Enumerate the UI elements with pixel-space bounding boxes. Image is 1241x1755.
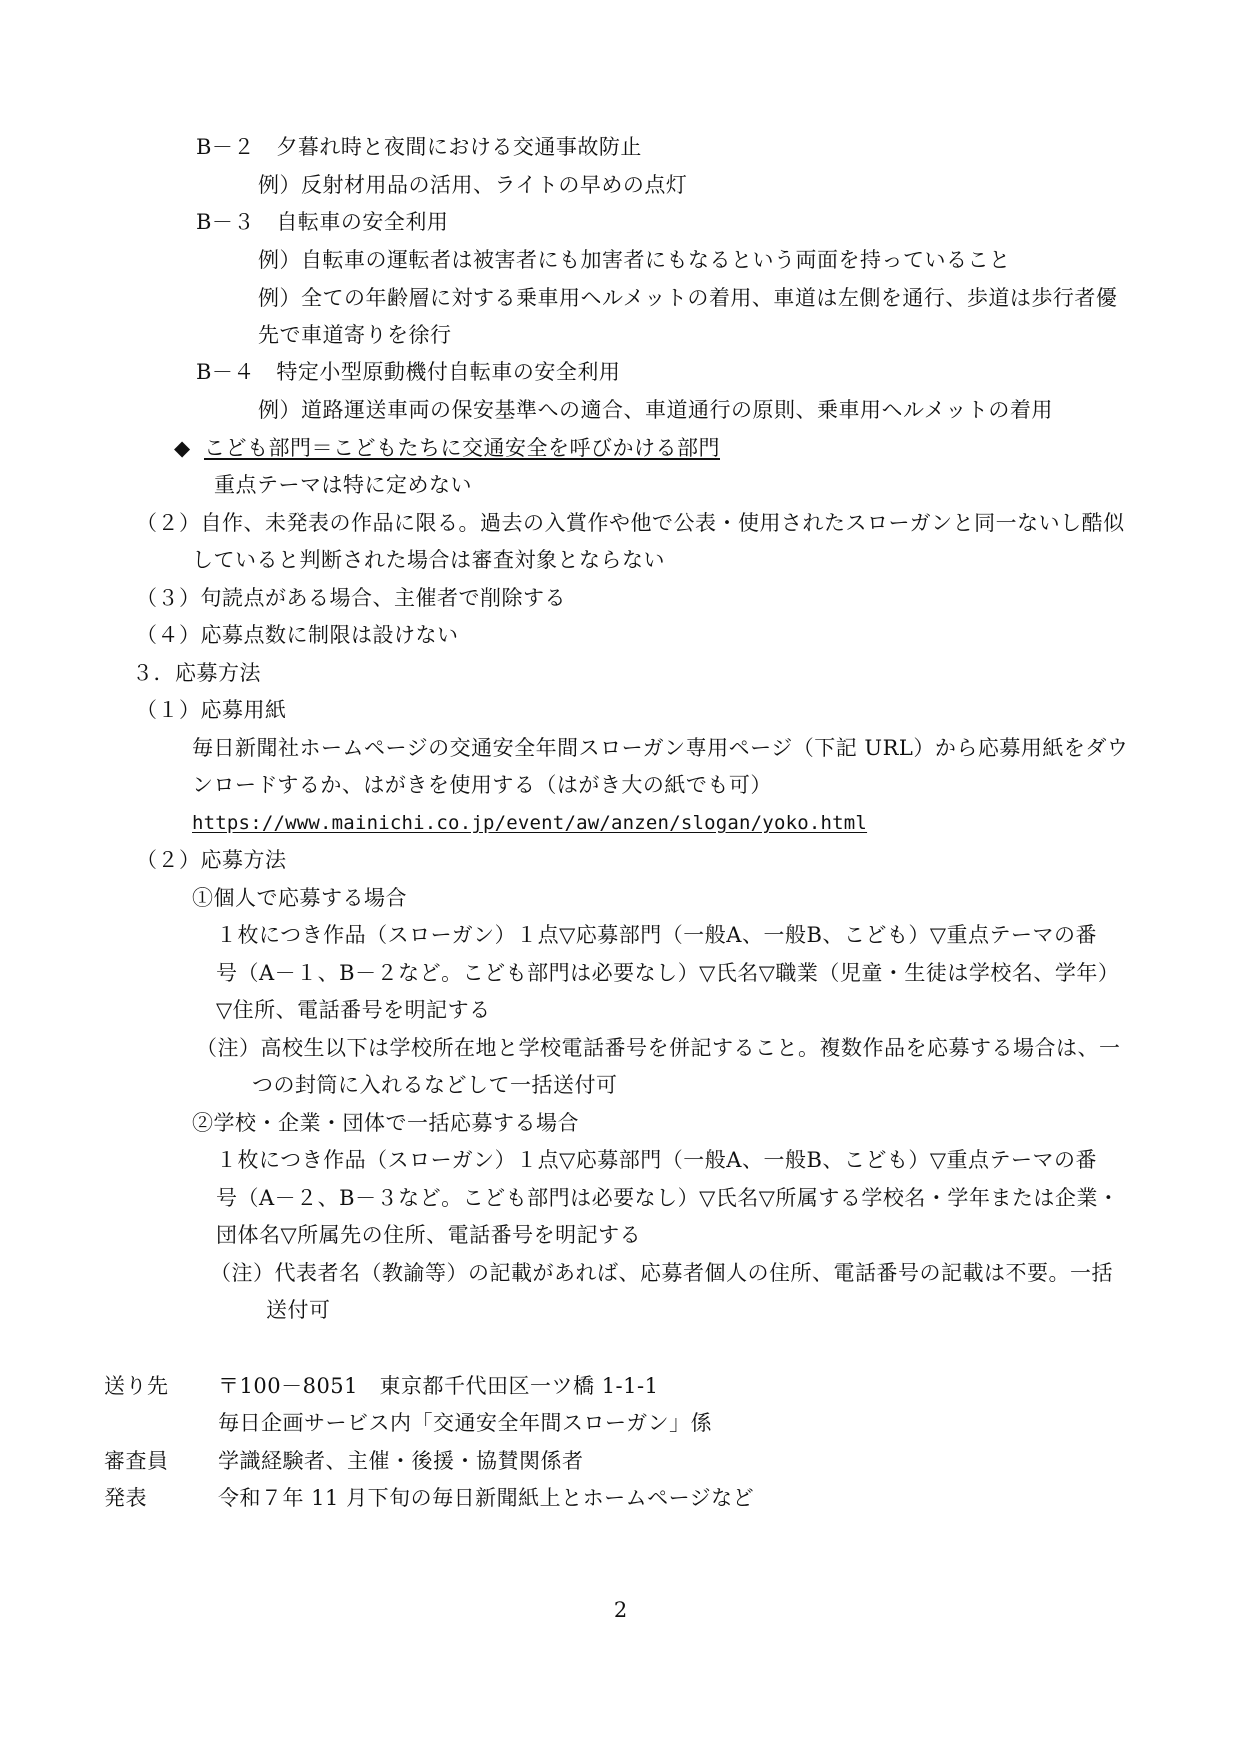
- case-2-note-line2: 送付可: [266, 1298, 331, 1322]
- case-1-text-line2: 号（A－１、B－２など。こども部門は必要なし）▽氏名▽職業（児童・生徒は学校名、学年）: [216, 961, 1120, 985]
- announcement-text: 令和７年 11 月下旬の毎日新聞紙上とホームページなど: [218, 1486, 755, 1510]
- send-to-address: 〒100－8051 東京都千代田区一ツ橋 1-1-1: [218, 1374, 659, 1398]
- item-4: （４）応募点数に制限は設けない: [136, 623, 459, 647]
- case-1-text-line1: １枚につき作品（スローガン）１点▽応募部門（一般A、一般B、こども）▽重点テーマの番: [216, 923, 1098, 947]
- b4-example: 例）道路運送車両の保安基準への適合、車道通行の原則、乗車用ヘルメットの着用: [258, 398, 1053, 422]
- item-2-line2: していると判断された場合は審査対象とならない: [192, 548, 665, 572]
- case-1-note-line2: つの封筒に入れるなどして一括送付可: [252, 1073, 618, 1097]
- case-2-note-line1: （注）代表者名（教諭等）の記載があれば、応募者個人の住所、電話番号の記載は不要。一括: [210, 1261, 1113, 1285]
- send-to-label: 送り先: [104, 1374, 169, 1398]
- diamond-bullet-icon: ◆: [174, 436, 191, 460]
- b3-example-2-line1: 例）全ての年齢層に対する乗車用ヘルメットの着用、車道は左側を通行、歩道は歩行者優: [258, 286, 1118, 310]
- case-1-heading: ①個人で応募する場合: [192, 886, 407, 910]
- subsection-2-heading: （２）応募方法: [136, 848, 287, 872]
- entry-form-url-link[interactable]: https://www.mainichi.co.jp/event/aw/anzen/slogan/yoko.html: [192, 812, 868, 834]
- b3-example-2-line2: 先で車道寄りを徐行: [258, 323, 452, 347]
- case-1-note-line1: （注）高校生以下は学校所在地と学校電話番号を併記すること。複数作品を応募する場合は、一: [196, 1036, 1121, 1060]
- case-2-text-line1: １枚につき作品（スローガン）１点▽応募部門（一般A、一般B、こども）▽重点テーマの番: [216, 1148, 1098, 1172]
- case-2-text-line3: 団体名▽所属先の住所、電話番号を明記する: [216, 1223, 642, 1247]
- send-to-recipient: 毎日企画サービス内「交通安全年間スローガン」係: [218, 1411, 713, 1435]
- announcement-label: 発表: [104, 1486, 147, 1510]
- page-number: 2: [613, 1598, 628, 1622]
- subsection-1-text-line1: 毎日新聞社ホームページの交通安全年間スローガン専用ページ（下記 URL）から応募用紙をダウ: [192, 736, 1129, 760]
- subsection-1-heading: （１）応募用紙: [136, 698, 287, 722]
- judges-label: 審査員: [104, 1449, 169, 1473]
- case-2-heading: ②学校・企業・団体で一括応募する場合: [192, 1111, 579, 1135]
- section-3-heading: ３．応募方法: [132, 661, 261, 685]
- b2-heading: B－２ 夕暮れ時と夜間における交通事故防止: [196, 135, 642, 159]
- case-2-text-line2: 号（A－２、B－３など。こども部門は必要なし）▽氏名▽所属する学校名・学年または企業・: [216, 1186, 1120, 1210]
- kodomo-theme-note: 重点テーマは特に定めない: [214, 473, 472, 497]
- subsection-1-text-line2: ンロードするか、はがきを使用する（はがき大の紙でも可）: [192, 773, 772, 797]
- b3-heading: B－３ 自転車の安全利用: [196, 210, 449, 234]
- judges-text: 学識経験者、主催・後援・協賛関係者: [218, 1449, 584, 1473]
- item-2-line1: （２）自作、未発表の作品に限る。過去の入賞作や他で公表・使用されたスローガンと同一ないし酷似: [136, 511, 1125, 535]
- case-1-text-line3: ▽住所、電話番号を明記する: [216, 998, 491, 1022]
- item-3: （３）句読点がある場合、主催者で削除する: [136, 586, 566, 610]
- b2-example: 例）反射材用品の活用、ライトの早めの点灯: [258, 173, 688, 197]
- kodomo-section-heading: こども部門＝こどもたちに交通安全を呼びかける部門: [204, 436, 720, 460]
- b4-heading: B－４ 特定小型原動機付自転車の安全利用: [196, 360, 621, 384]
- b3-example-1: 例）自転車の運転者は被害者にも加害者にもなるという両面を持っていること: [258, 248, 1011, 272]
